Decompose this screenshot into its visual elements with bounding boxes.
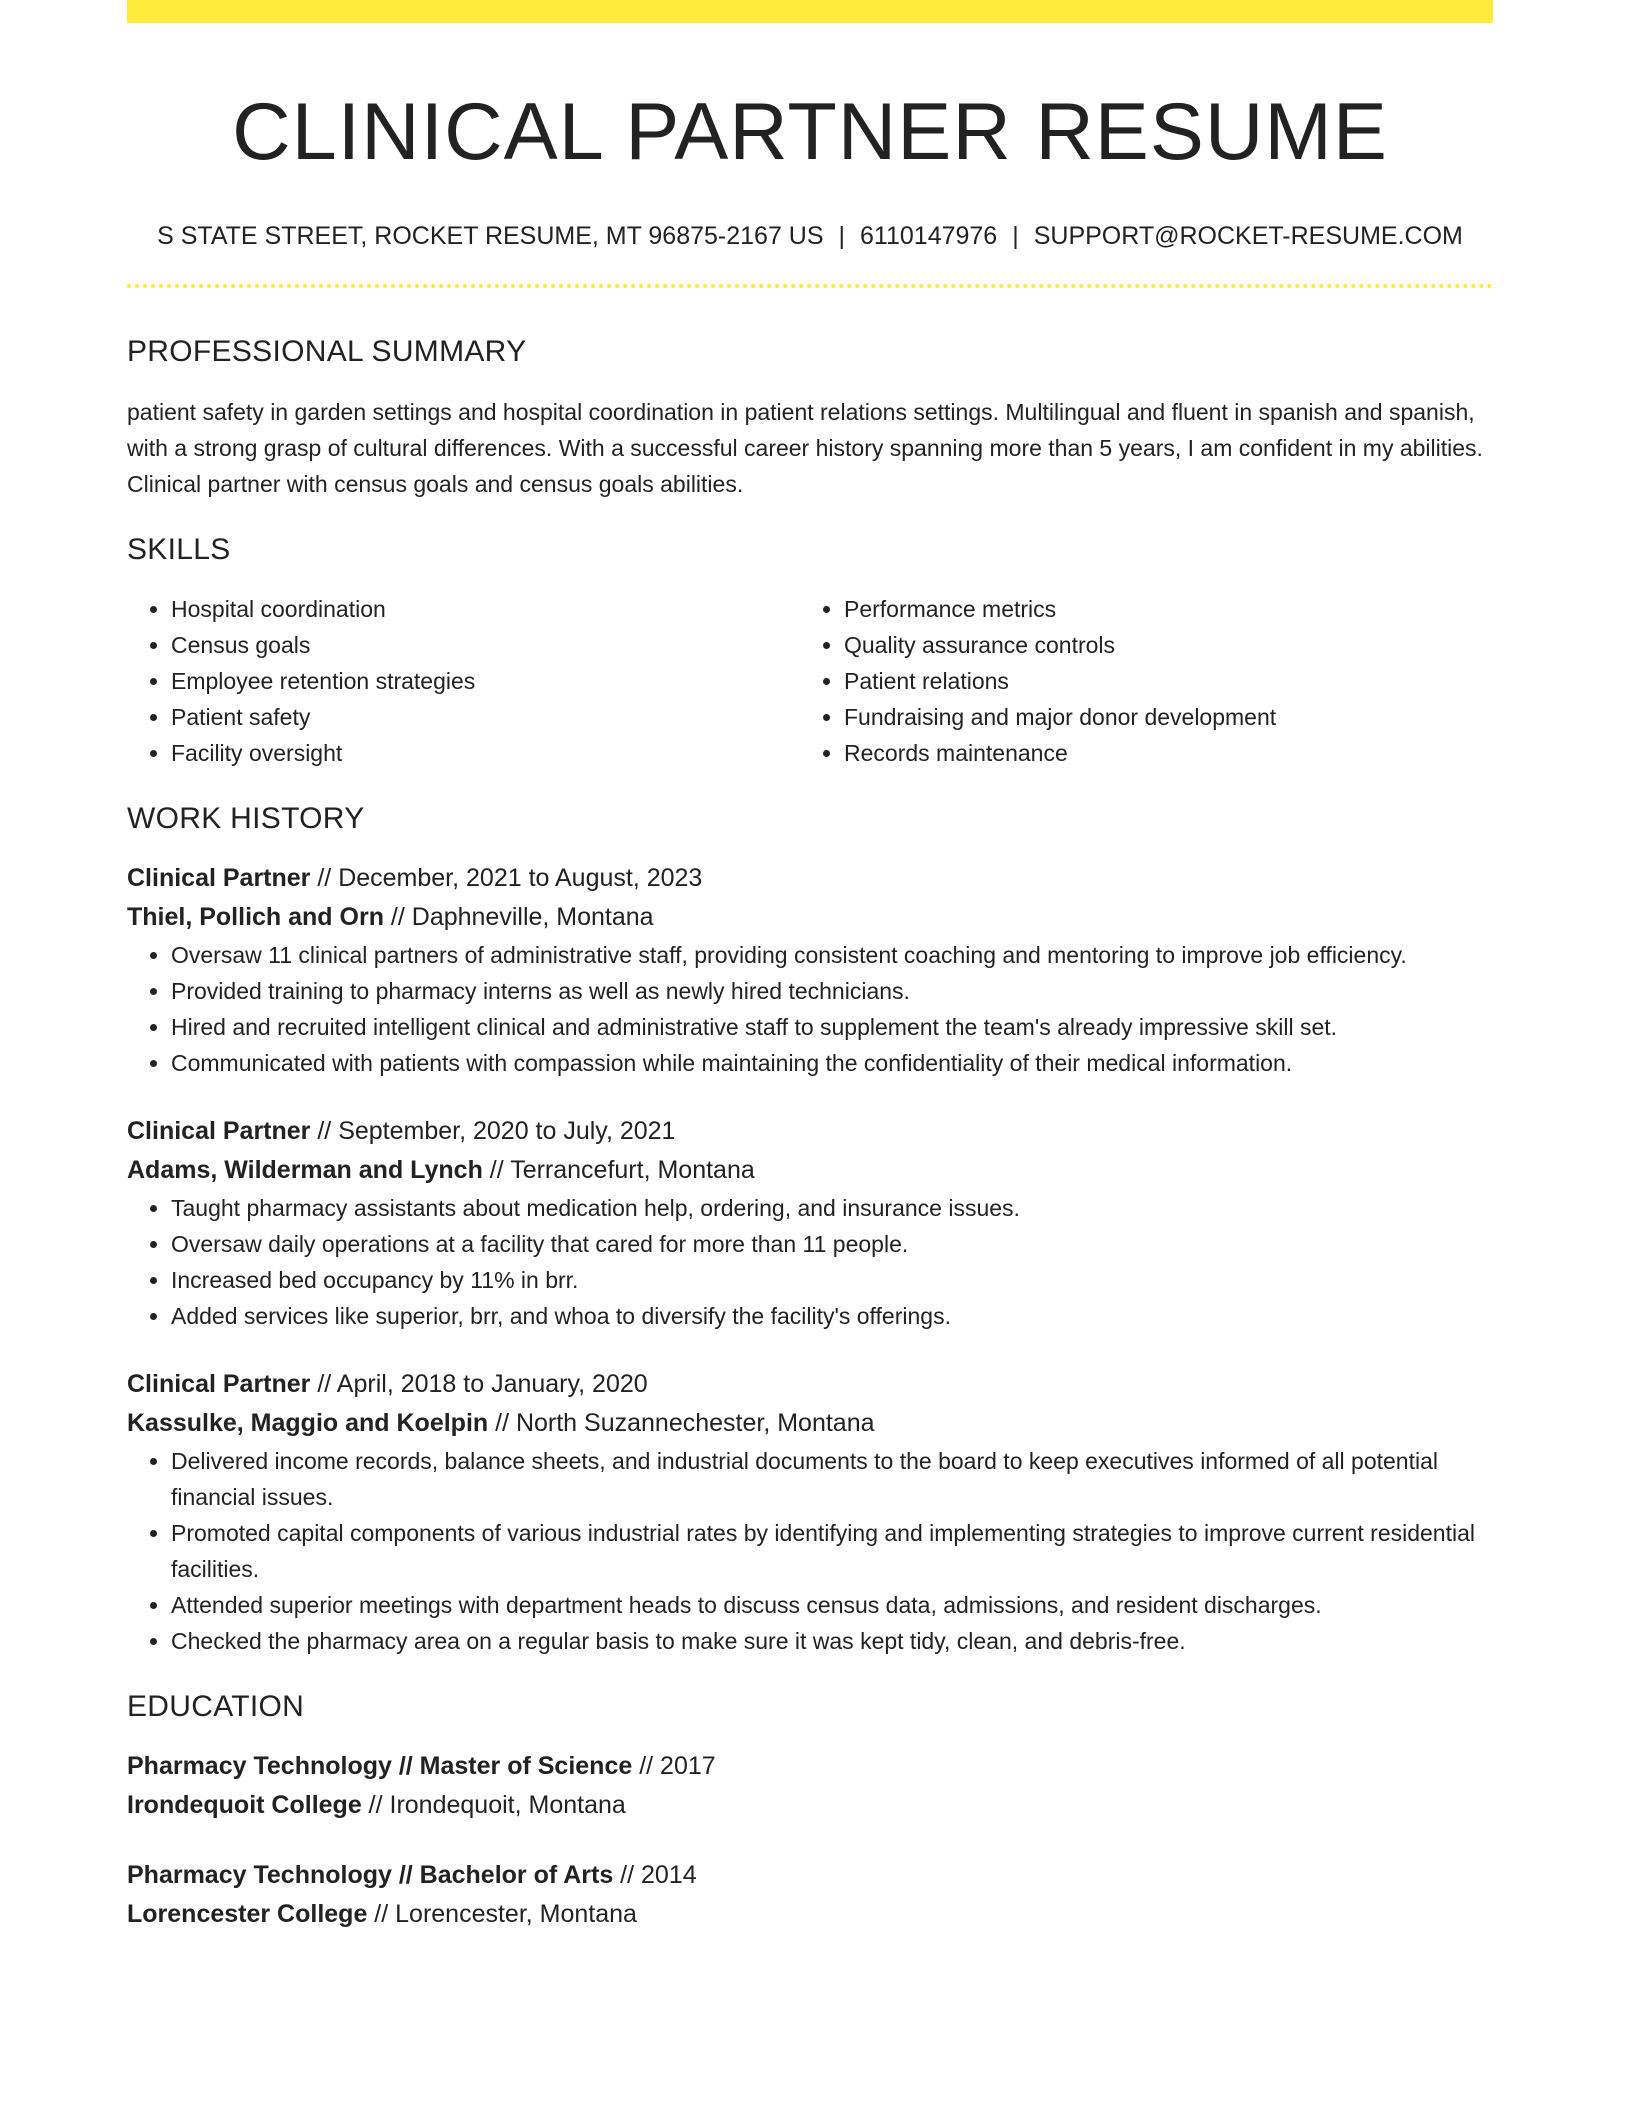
duty-item: • Oversaw daily operations at a facility that cared for more than 11 people. (171, 1226, 1493, 1262)
duty-item: • Promoted capital components of various industrial rates by identifying and implementing strategies to improve current residential facilities. (171, 1515, 1493, 1587)
job-duties (127, 937, 1493, 1081)
degree-line (127, 1856, 1493, 1895)
job-title-line (127, 859, 1493, 898)
skill-item: • Fundraising and major donor development (844, 699, 1473, 735)
work-history-heading: WORK HISTORY (127, 802, 365, 836)
address: S STATE STREET, ROCKET RESUME, MT 96875-2167 US (157, 222, 824, 251)
skill-item: • Records maintenance (844, 735, 1473, 771)
school-location: // Lorencester, Montana (367, 1900, 637, 1929)
skills-column-left (127, 591, 800, 771)
graduation-year: // 2017 (632, 1752, 716, 1781)
accent-bar (127, 0, 1493, 23)
job-duties (127, 1443, 1493, 1659)
school-line (127, 1895, 1493, 1934)
job-duties (127, 1190, 1493, 1334)
resume-title: CLINICAL PARTNER RESUME (232, 87, 1388, 177)
company-location: // North Suzannechester, Montana (488, 1409, 875, 1438)
school-name: Irondequoit College (127, 1791, 362, 1820)
education-entry (127, 1856, 1493, 1934)
company-line (127, 1151, 1493, 1190)
job-dates: // April, 2018 to January, 2020 (310, 1370, 648, 1399)
phone-number: 6110147976 (860, 222, 998, 251)
school-line (127, 1786, 1493, 1825)
skills-heading: SKILLS (127, 533, 231, 567)
duty-item: • Taught pharmacy assistants about medication help, ordering, and insurance issues. (171, 1190, 1493, 1226)
skills-list (127, 591, 1493, 771)
skill-item: • Employee retention strategies (171, 663, 800, 699)
job-title-line (127, 1112, 1493, 1151)
duty-item: • Increased bed occupancy by 11% in brr. (171, 1262, 1493, 1298)
skill-item: • Census goals (171, 627, 800, 663)
skill-item: • Patient relations (844, 663, 1473, 699)
skill-item: • Patient safety (171, 699, 800, 735)
contact-separator: | (838, 222, 846, 251)
company-line (127, 1404, 1493, 1443)
skill-item: • Hospital coordination (171, 591, 800, 627)
company-line (127, 898, 1493, 937)
degree: Pharmacy Technology // Master of Science (127, 1752, 633, 1781)
job-entry (127, 859, 1493, 1081)
job-title-line (127, 1365, 1493, 1404)
email-address: SUPPORT@ROCKET-RESUME.COM (1033, 222, 1463, 251)
resume-page (127, 0, 1493, 1934)
summary-heading: PROFESSIONAL SUMMARY (127, 335, 527, 369)
duty-item: • Delivered income records, balance sheets, and industrial documents to the board to keep executives informed of all potential financial issues. (171, 1443, 1493, 1515)
contact-separator: | (1012, 222, 1019, 251)
skill-item: • Facility oversight (171, 735, 800, 771)
company-location: // Terrancefurt, Montana (482, 1156, 755, 1185)
company-location: // Daphneville, Montana (383, 903, 654, 932)
degree: Pharmacy Technology // Bachelor of Arts (127, 1861, 614, 1890)
education-heading: EDUCATION (127, 1690, 305, 1724)
skills-column-right (800, 591, 1473, 771)
job-entry (127, 1365, 1493, 1659)
job-dates: // September, 2020 to July, 2021 (310, 1117, 676, 1146)
job-title: Clinical Partner (127, 1370, 311, 1399)
company-name: Thiel, Pollich and Orn (127, 903, 384, 932)
duty-item: • Checked the pharmacy area on a regular basis to make sure it was kept tidy, clean, and debris-free. (171, 1623, 1493, 1659)
school-name: Lorencester College (127, 1900, 368, 1929)
job-dates: // December, 2021 to August, 2023 (310, 864, 703, 893)
job-title: Clinical Partner (127, 1117, 311, 1146)
summary-text: patient safety in garden settings and hospital coordination in patient relations settings. Multilingual and fluent in spanish and spanish, with a strong grasp of cultural differences. With a successful career history spanning more than 5 years, I am confident in my abilities. Clinical partner with census goals and census goals abilities. (127, 399, 1483, 498)
school-location: // Irondequoit, Montana (361, 1791, 626, 1820)
duty-item: • Oversaw 11 clinical partners of administrative staff, providing consistent coaching and mentoring to improve job efficiency. (171, 937, 1493, 973)
degree-line (127, 1747, 1493, 1786)
duty-item: • Attended superior meetings with department heads to discuss census data, admissions, and resident discharges. (171, 1587, 1493, 1623)
skill-item: • Quality assurance controls (844, 627, 1473, 663)
duty-item: • Communicated with patients with compassion while maintaining the confidentiality of their medical information. (171, 1045, 1493, 1081)
job-entry (127, 1112, 1493, 1334)
duty-item: • Hired and recruited intelligent clinical and administrative staff to supplement the team's already impressive skill set. (171, 1009, 1493, 1045)
company-name: Adams, Wilderman and Lynch (127, 1156, 483, 1185)
contact-info (127, 221, 1493, 251)
company-name: Kassulke, Maggio and Koelpin (127, 1409, 489, 1438)
duty-item: • Provided training to pharmacy interns as well as newly hired technicians. (171, 973, 1493, 1009)
dotted-divider (127, 284, 1493, 288)
job-title: Clinical Partner (127, 864, 311, 893)
graduation-year: // 2014 (613, 1861, 697, 1890)
education-entry (127, 1747, 1493, 1825)
duty-item: • Added services like superior, brr, and whoa to diversify the facility's offerings. (171, 1298, 1493, 1334)
skill-item: • Performance metrics (844, 591, 1473, 627)
